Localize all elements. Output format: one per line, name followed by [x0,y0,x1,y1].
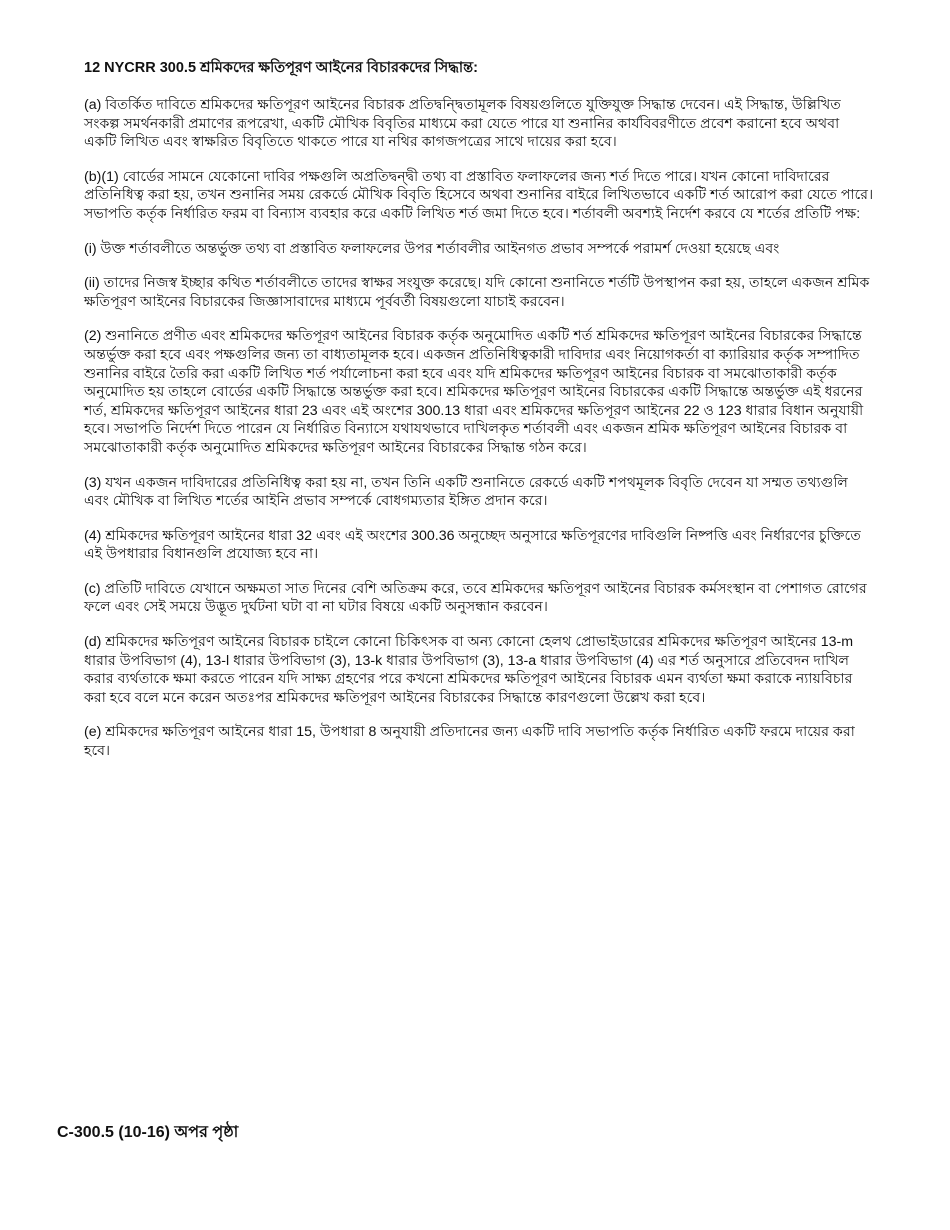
paragraph-d: (d) শ্রমিকদের ক্ষতিপূরণ আইনের বিচারক চাইলে কোনো চিকিৎসক বা অন্য কোনো হেলথ প্রোভাইডারের শ্রমিকদের ক্ষতিপূরণ আইনের 13-m ধারার উপবিভাগ (4), 13-l ধারার উপবিভাগ (3), 13-k ধারার উপবিভাগ (3), 13-a ধারার উপবিভাগ (4) এর শর্ত অনুসারে প্রতিবেদন দাখিল করার ব্যর্থতাকে ক্ষমা করতে পারেন যদি সাক্ষ্য গ্রহণের পরে কখনো শ্রমিকদের ক্ষতিপূরণ আইনের বিচারক এমন ব্যর্থতা ক্ষমা করাকে ন্যায়বিচার করা হবে বলে মনে করেন অতঃপর শ্রমিকদের ক্ষতিপূরণ আইনের বিচারকের সিদ্ধান্তে কারণগুলো উল্লেখ করা হবে। [84,634,854,706]
form-number-footer: C-300.5 (10-16) অপর পৃষ্ঠা [57,1124,239,1141]
paragraph-b3: (3) যখন একজন দাবিদারের প্রতিনিধিত্ব করা হয় না, তখন তিনি একটি শুনানিতে রেকর্ডে একটি শপথমূলক বিবৃতি দেবেন যা সম্মত তথ্যগুলি এবং মৌখিক বা লিখিত শর্তের আইনি প্রভাব সম্পর্কে বোধগম্যতার ইঙ্গিত প্রদান করে। [84,474,848,510]
paragraph-b1: (b)(1) বোর্ডের সামনে যেকোনো দাবির পক্ষগুলি অপ্রতিদ্বন্দ্বী তথ্য বা প্রস্তাবিত ফলাফলের জন্য শর্ত দিতে পারে। যখন কোনো দাবিদারের প্রতিনিধিত্ব করা হয়, তখন শুনানির সময় রেকর্ডে মৌখিক বিবৃতি হিসেবে অথবা শুনানির বাইরে লিখিতভাবে একটি শর্ত আরোপ করা যেতে পারে। সভাপতি কর্তৃক নির্ধারিত ফরম বা বিন্যাস ব্যবহার করে একটি লিখিত শর্ত জমা দিতে হবে। শর্তাবলী অবশ্যই নির্দেশ করবে যে শর্তের প্রতিটি পক্ষ: [84,168,874,222]
paragraph-a: (a) বিতর্কিত দাবিতে শ্রমিকদের ক্ষতিপূরণ আইনের বিচারক প্রতিদ্বন্দ্বিতামূলক বিষয়গুলিতে যুক্তিযুক্ত সিদ্ধান্ত দেবেন। এই সিদ্ধান্ত, উল্লিখিত সংকল্প সমর্থনকারী প্রমাণের রূপরেখা, একটি মৌখিক বিবৃতির মাধ্যমে করা যেতে পারে যা শুনানির কার্যবিবরণীতে প্রবেশ করানো হবে অথবা একটি লিখিত এবং স্বাক্ষরিত বিবৃতিতে থাকতে পারে যা নথির কাগজপত্রের সাথে দায়ের করা হবে। [84,97,841,151]
paragraph-b4: (4) শ্রমিকদের ক্ষতিপূরণ আইনের ধারা 32 এবং এই অংশের 300.36 অনুচ্ছেদ অনুসারে ক্ষতিপূরণের দাবিগুলি নিষ্পত্তি এবং নির্ধারণের চুক্তিতে এই উপধারার বিধানগুলি প্রযোজ্য হবে না। [84,527,861,563]
document-heading: 12 NYCRR 300.5 শ্রমিকদের ক্ষতিপূরণ আইনের বিচারকদের সিদ্ধান্ত: [84,60,478,76]
paragraph-e: (e) শ্রমিকদের ক্ষতিপূরণ আইনের ধারা 15, উপধারা 8 অনুযায়ী প্রতিদানের জন্য একটি দাবি সভাপতি কর্তৃক নির্ধারিত একটি ফরমে দায়ের করা হবে। [84,724,855,760]
paragraph-c: (c) প্রতিটি দাবিতে যেখানে অক্ষমতা সাত দিনের বেশি অতিক্রম করে, তবে শ্রমিকদের ক্ষতিপূরণ আইনের বিচারক কর্মসংস্থান বা পেশাগত রোগের ফলে এবং সেই সময়ে উদ্ভূত দুর্ঘটনা ঘটা বা না ঘটার বিষয়ে একটি অনুসন্ধান করবেন। [84,580,867,616]
document-body [84,58,874,777]
paragraph-b1-i: (i) উক্ত শর্তাবলীতে অন্তর্ভুক্ত তথ্য বা প্রস্তাবিত ফলাফলের উপর শর্তাবলীর আইনগত প্রভাব সম্পর্কে পরামর্শ দেওয়া হয়েছে এবং [84,240,780,257]
paragraph-b2: (2) শুনানিতে প্রণীত এবং শ্রমিকদের ক্ষতিপূরণ আইনের বিচারক কর্তৃক অনুমোদিত একটি শর্ত শ্রমিকদের ক্ষতিপূরণ আইনের বিচারকের সিদ্ধান্তে অন্তর্ভুক্ত করা হবে এবং পক্ষগুলির জন্য তা বাধ্যতামূলক হবে। একজন প্রতিনিধিত্বকারী দাবিদার এবং নিয়োগকর্তা বা ক্যারিয়ার কর্তৃক সম্পাদিত শুনানির বাইরে তৈরি করা একটি লিখিত শর্ত পর্যালোচনা করা হবে এবং যদি শ্রমিকদের ক্ষতিপূরণ আইনের বিচারক বা সমঝোতাকারী কর্তৃক অনুমোদিত হয় তাহলে বোর্ডের একটি সিদ্ধান্তে অন্তর্ভুক্ত করা হবে। শ্রমিকদের ক্ষতিপূরণ আইনের বিচারকের একটি সিদ্ধান্তে অন্তর্ভুক্ত এই ধরনের শর্ত, শ্রমিকদের ক্ষতিপূরণ আইনের ধারা 23 এবং এই অংশের 300.13 ধারা এবং শ্রমিকদের ক্ষতিপূরণ আইনের 22 ও 123 ধারার বিধান অনুযায়ী হবে। সভাপতি নির্দেশ দিতে পারেন যে নির্ধারিত বিন্যাসে যথাযথভাবে দাখিলকৃত শর্তাবলী এবং একজন শ্রমিক ক্ষতিপূরণ আইনের বিচারক বা সমঝোতাকারী কর্তৃক অনুমোদিত শ্রমিকদের ক্ষতিপূরণ আইনের বিচারকের সিদ্ধান্ত গঠন করে। [84,328,864,456]
paragraph-b1-ii: (ii) তাদের নিজস্ব ইচ্ছার কথিত শর্তাবলীতে তাদের স্বাক্ষর সংযুক্ত করেছে। যদি কোনো শুনানিতে শর্তটি উপস্থাপন করা হয়, তাহলে একজন শ্রমিক ক্ষতিপূরণ আইনের বিচারকের জিজ্ঞাসাবাদের মাধ্যমে পূর্ববর্তী বিষয়গুলো যাচাই করবেন। [84,275,870,310]
